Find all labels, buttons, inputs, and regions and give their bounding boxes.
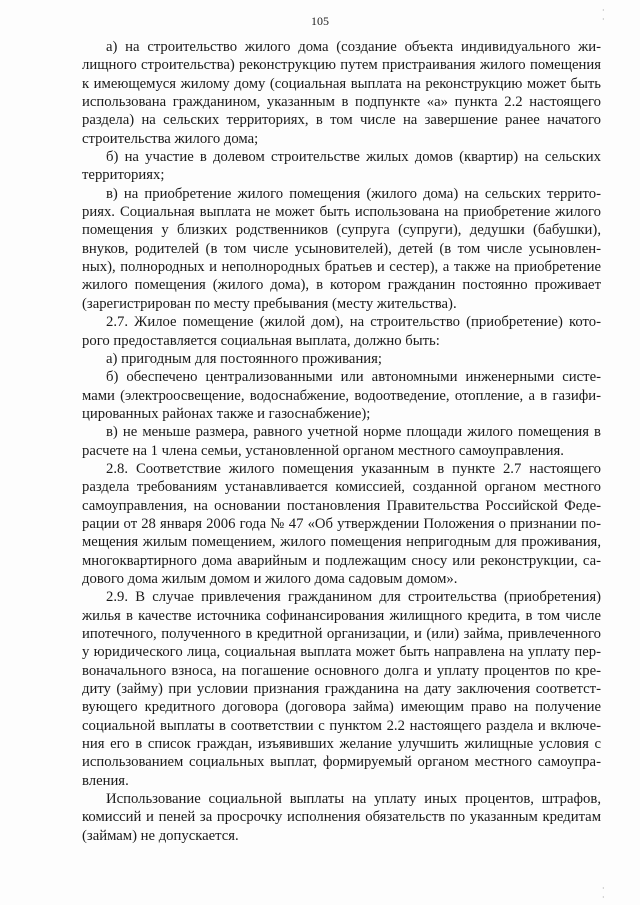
paragraph-shared-construction: б) на участие в долевом строительстве жилых домов (квартир) на сельских территориях; <box>82 149 601 184</box>
scan-artifact-mark: · · <box>602 6 608 24</box>
paragraph-purchase: в) на приобретение жилого помещения (жилого дома) на сельских территориях. Социальная выплата не может быть использована на приобретение жилого помещения у близких родственников (супруга (супруги), дедушки (бабушки), внуков, родителей (в том числе усыновителей), детей (в том числе усыновленных), полнородных и неполнородных братьев и сестер), а также на приобретение жилого помещения (жилого дома), в котором гражданин постоянно проживает (зарегистрирован по месту пребывания (месту жительства). <box>82 185 601 312</box>
paragraph-engineering-systems: б) обеспечено централизованными или автономными инженерными системами (электроосвещение, водоснабжение, водоотведение, отопление, а в газифицированных районах также и газоснабжение); <box>82 369 601 422</box>
document-body <box>82 38 601 845</box>
paragraph-construction: а) на строительство жилого дома (создание объекта индивидуального жилищного строительства) реконструкцию путем пристраивания жилого помещения к имеющемуся жилому дому (социальная выплата на реконструкцию может быть использована гражданином, указанным в подпункте «а» пункта 2.2 настоящего раздела) на сельских территориях, в том числе на завершение ранее начатого строительства жилого дома; <box>82 39 601 147</box>
paragraph-suitable-living: а) пригодным для постоянного проживания; <box>106 350 382 367</box>
page-number: 105 <box>311 14 329 28</box>
scan-artifact-mark: · · <box>602 884 608 902</box>
paragraph-prohibited-use: Использование социальной выплаты на уплату иных процентов, штрафов, комиссий и пеней за просрочку исполнения обязательств по указанным кредитам (займам) не допускается. <box>82 791 601 844</box>
paragraph-area-norm: в) не меньше размера, равного учетной норме площади жилого помещения в расчете на 1 члена семьи, установленной органом местного самоуправления. <box>82 424 601 459</box>
paragraph-section-2-8: 2.8. Соответствие жилого помещения указанным в пункте 2.7 настоящего раздела требованиям устанавливается комиссией, созданной органом местного самоуправления, на основании постановления Правительства Российской Федерации от 28 января 2006 года № 47 «Об утверждении Положения о признании помещения жилым помещением, жилого помещения непригодным для проживания, многоквартирного дома аварийным и подлежащим сносу или реконструкции, садового дома жилым домом и жилого дома садовым домом». <box>82 460 601 587</box>
paragraph-section-2-7: 2.7. Жилое помещение (жилой дом), на строительство (приобретение) которого предоставляется социальная выплата, должно быть: <box>82 314 601 349</box>
paragraph-section-2-9: 2.9. В случае привлечения гражданином для строительства (приобретения) жилья в качестве источника софинансирования жилищного кредита, в том числе ипотечного, полученного в кредитной организации, и (или) займа, привлеченного у юридического лица, социальная выплата может быть направлена на уплату первоначального взноса, на погашение основного долга и уплату процентов по кредиту (займу) при условии признания гражданина на дату заключения соответствующего кредитного договора (договора займа) имеющим право на получение социальной выплаты в соответствии с пунктом 2.2 настоящего раздела и включения его в список граждан, изъявивших желание улучшить жилищные условия с использованием социальных выплат, формируемый органом местного самоуправления. <box>82 589 601 789</box>
